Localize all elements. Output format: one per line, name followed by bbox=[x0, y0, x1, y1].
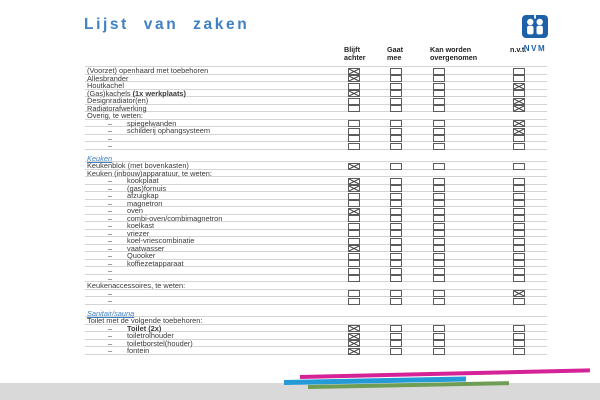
row-label: Quooker bbox=[127, 251, 156, 260]
column-header-line: mee bbox=[387, 52, 402, 62]
row-label: Keukenaccessoires, te weten: bbox=[87, 281, 186, 290]
checkbox-gaat-mee[interactable] bbox=[390, 178, 402, 185]
checkbox-kan-worden-overgenomen[interactable] bbox=[433, 268, 445, 275]
checkbox-blijft-achter-checked[interactable] bbox=[348, 325, 360, 332]
table-row bbox=[85, 142, 547, 150]
row-label: Allesbrander bbox=[87, 73, 129, 83]
checkbox-gaat-mee[interactable] bbox=[390, 120, 402, 127]
checkbox-gaat-mee[interactable] bbox=[390, 238, 402, 245]
checkbox-kan-worden-overgenomen[interactable] bbox=[433, 75, 445, 82]
checkbox-blijft-achter[interactable] bbox=[348, 193, 360, 200]
checkbox-nvt-checked[interactable] bbox=[513, 98, 525, 105]
checkbox-nvt[interactable] bbox=[513, 260, 525, 267]
checkbox-gaat-mee[interactable] bbox=[390, 83, 402, 90]
checkbox-blijft-achter[interactable] bbox=[348, 215, 360, 222]
checkbox-kan-worden-overgenomen[interactable] bbox=[433, 185, 445, 192]
checkbox-gaat-mee[interactable] bbox=[390, 253, 402, 260]
checkbox-kan-worden-overgenomen[interactable] bbox=[433, 340, 445, 347]
table-row bbox=[85, 105, 547, 113]
table-row bbox=[85, 222, 547, 230]
row-label: kookplaat bbox=[127, 176, 159, 185]
checkbox-blijft-achter-checked[interactable] bbox=[348, 90, 360, 97]
checkbox-nvt[interactable] bbox=[513, 253, 525, 260]
checkbox-nvt[interactable] bbox=[513, 200, 525, 207]
checkbox-kan-worden-overgenomen[interactable] bbox=[433, 200, 445, 207]
checkbox-blijft-achter[interactable] bbox=[348, 253, 360, 260]
checkbox-kan-worden-overgenomen[interactable] bbox=[433, 260, 445, 267]
checkbox-gaat-mee[interactable] bbox=[390, 290, 402, 297]
column-header-kan-worden-overgenomen bbox=[430, 46, 477, 61]
table-row bbox=[85, 135, 547, 143]
table-row bbox=[85, 200, 547, 208]
list-dash-marker: – bbox=[108, 228, 113, 238]
checkbox-gaat-mee[interactable] bbox=[390, 98, 402, 105]
list-dash-marker: – bbox=[108, 266, 113, 275]
checkbox-gaat-mee[interactable] bbox=[390, 245, 402, 252]
table-row bbox=[85, 260, 547, 268]
checkbox-blijft-achter[interactable] bbox=[348, 128, 360, 135]
list-dash-marker: – bbox=[108, 141, 113, 150]
list-dash-marker: – bbox=[108, 183, 113, 193]
checkbox-gaat-mee[interactable] bbox=[390, 340, 402, 347]
list-dash-marker: – bbox=[108, 221, 113, 230]
checkbox-kan-worden-overgenomen[interactable] bbox=[433, 120, 445, 127]
table-row bbox=[85, 75, 547, 83]
row-label: Houtkachel bbox=[87, 81, 124, 90]
row-label: koel-vriescombinatie bbox=[127, 236, 195, 245]
nvm-logo-icon bbox=[522, 15, 548, 38]
table-row bbox=[85, 290, 547, 298]
checkbox-kan-worden-overgenomen[interactable] bbox=[433, 68, 445, 75]
checkbox-kan-worden-overgenomen[interactable] bbox=[433, 163, 445, 170]
checkbox-nvt-checked[interactable] bbox=[513, 83, 525, 90]
checkbox-gaat-mee[interactable] bbox=[390, 333, 402, 340]
list-dash-marker: – bbox=[108, 118, 113, 128]
row-label: schilderij ophangsysteem bbox=[127, 126, 210, 135]
items-table bbox=[85, 66, 547, 355]
list-dash-marker: – bbox=[108, 258, 113, 268]
checkbox-nvt-checked[interactable] bbox=[513, 290, 525, 297]
checkbox-kan-worden-overgenomen[interactable] bbox=[433, 223, 445, 230]
checkbox-nvt[interactable] bbox=[513, 325, 525, 332]
list-dash-marker: – bbox=[108, 176, 113, 185]
checkbox-blijft-achter[interactable] bbox=[348, 290, 360, 297]
checkbox-blijft-achter[interactable] bbox=[348, 98, 360, 105]
checkbox-kan-worden-overgenomen[interactable] bbox=[433, 215, 445, 222]
checkbox-kan-worden-overgenomen[interactable] bbox=[433, 193, 445, 200]
checkbox-gaat-mee[interactable] bbox=[390, 68, 402, 75]
list-dash-marker: – bbox=[108, 133, 113, 143]
checkbox-gaat-mee[interactable] bbox=[390, 163, 402, 170]
column-header-line: achter bbox=[344, 52, 366, 62]
list-dash-marker: – bbox=[108, 213, 113, 223]
table-row bbox=[85, 90, 547, 98]
checkbox-kan-worden-overgenomen[interactable] bbox=[433, 275, 445, 282]
checkbox-gaat-mee[interactable] bbox=[390, 348, 402, 355]
list-dash-marker: – bbox=[108, 198, 113, 208]
list-dash-marker: – bbox=[108, 126, 113, 135]
scan-background-band bbox=[0, 383, 600, 400]
nvm-logo-text: NVM bbox=[523, 44, 547, 53]
checkbox-gaat-mee[interactable] bbox=[390, 185, 402, 192]
row-label: combi-oven/combimagnetron bbox=[127, 213, 223, 223]
checkbox-blijft-achter[interactable] bbox=[348, 298, 360, 305]
checkbox-nvt[interactable] bbox=[513, 298, 525, 305]
row-label: Toilet (2x) bbox=[127, 323, 162, 333]
checkbox-nvt-checked[interactable] bbox=[513, 128, 525, 135]
checkbox-blijft-achter-checked[interactable] bbox=[348, 68, 360, 75]
checkbox-blijft-achter[interactable] bbox=[348, 83, 360, 90]
checkbox-kan-worden-overgenomen[interactable] bbox=[433, 290, 445, 297]
checkbox-blijft-achter[interactable] bbox=[348, 230, 360, 237]
list-dash-marker: – bbox=[108, 331, 113, 340]
row-label: magnetron bbox=[127, 198, 163, 208]
checkbox-nvt[interactable] bbox=[513, 208, 525, 215]
checkbox-blijft-achter[interactable] bbox=[348, 268, 360, 275]
row-label: Designradiator(en) bbox=[87, 96, 149, 105]
row-label: Radiatorafwerking bbox=[87, 103, 147, 113]
checkbox-blijft-achter[interactable] bbox=[348, 260, 360, 267]
checkbox-kan-worden-overgenomen[interactable] bbox=[433, 348, 445, 355]
row-label: toiletborstel(houder) bbox=[127, 338, 193, 348]
checkbox-kan-worden-overgenomen[interactable] bbox=[433, 253, 445, 260]
checkbox-gaat-mee[interactable] bbox=[390, 75, 402, 82]
checkbox-kan-worden-overgenomen[interactable] bbox=[433, 83, 445, 90]
checkbox-nvt[interactable] bbox=[513, 163, 525, 170]
checkbox-gaat-mee[interactable] bbox=[390, 268, 402, 275]
list-dash-marker: – bbox=[108, 323, 113, 333]
checkbox-blijft-achter-checked[interactable] bbox=[348, 208, 360, 215]
table-row bbox=[85, 127, 547, 135]
checkbox-gaat-mee[interactable] bbox=[390, 223, 402, 230]
checkbox-gaat-mee[interactable] bbox=[390, 193, 402, 200]
row-label: (gas)fornuis bbox=[127, 183, 167, 193]
row-label: koffiezetapparaat bbox=[127, 258, 184, 268]
checkbox-blijft-achter-checked[interactable] bbox=[348, 340, 360, 347]
row-label: Toilet met de volgende toebehoren: bbox=[87, 316, 203, 325]
checkbox-kan-worden-overgenomen[interactable] bbox=[433, 98, 445, 105]
group-label-row bbox=[85, 282, 547, 290]
checkbox-kan-worden-overgenomen[interactable] bbox=[433, 128, 445, 135]
checkbox-nvt-checked[interactable] bbox=[513, 105, 525, 112]
row-label-bold-part: (1x werkplaats) bbox=[132, 88, 186, 98]
checkbox-blijft-achter[interactable] bbox=[348, 135, 360, 142]
column-header-line: Blijft bbox=[344, 45, 360, 54]
checkbox-blijft-achter[interactable] bbox=[348, 105, 360, 112]
checkbox-nvt[interactable] bbox=[513, 238, 525, 245]
row-label: Keukenblok (met bovenkasten) bbox=[87, 161, 189, 170]
table-row bbox=[85, 340, 547, 348]
checkbox-nvt-checked[interactable] bbox=[513, 120, 525, 127]
row-label: vaatwasser bbox=[127, 243, 165, 253]
column-header-line: Gaat bbox=[387, 45, 403, 54]
list-dash-marker: – bbox=[108, 243, 113, 253]
checkbox-blijft-achter[interactable] bbox=[348, 120, 360, 127]
checkbox-blijft-achter-checked[interactable] bbox=[348, 185, 360, 192]
list-dash-marker: – bbox=[108, 236, 113, 245]
checkbox-gaat-mee[interactable] bbox=[390, 143, 402, 150]
row-label: Overig, te weten: bbox=[87, 111, 143, 120]
checkbox-nvt[interactable] bbox=[513, 178, 525, 185]
column-header-gaat-mee bbox=[387, 46, 403, 61]
row-label: vriezer bbox=[127, 228, 150, 238]
row-label: (Gas)kachels (1x werkplaats) bbox=[87, 88, 186, 98]
section-title: Sanitair/sauna bbox=[87, 308, 135, 318]
checkbox-gaat-mee[interactable] bbox=[390, 298, 402, 305]
checkbox-blijft-achter-checked[interactable] bbox=[348, 163, 360, 170]
checkbox-blijft-achter[interactable] bbox=[348, 275, 360, 282]
list-dash-marker: – bbox=[108, 206, 113, 215]
checkbox-kan-worden-overgenomen[interactable] bbox=[433, 245, 445, 252]
table-row bbox=[85, 97, 547, 105]
row-label: afzuigkap bbox=[127, 191, 159, 200]
checkbox-kan-worden-overgenomen[interactable] bbox=[433, 105, 445, 112]
checkbox-blijft-achter-checked[interactable] bbox=[348, 348, 360, 355]
checkbox-blijft-achter-checked[interactable] bbox=[348, 245, 360, 252]
checkbox-gaat-mee[interactable] bbox=[390, 135, 402, 142]
checkbox-nvt[interactable] bbox=[513, 90, 525, 97]
checkbox-nvt[interactable] bbox=[513, 245, 525, 252]
checkbox-kan-worden-overgenomen[interactable] bbox=[433, 90, 445, 97]
table-row bbox=[85, 215, 547, 223]
checkbox-nvt[interactable] bbox=[513, 75, 525, 82]
checkbox-nvt[interactable] bbox=[513, 230, 525, 237]
checkbox-gaat-mee[interactable] bbox=[390, 90, 402, 97]
checkbox-blijft-achter[interactable] bbox=[348, 143, 360, 150]
row-label: koelkast bbox=[127, 221, 155, 230]
row-label: oven bbox=[127, 206, 144, 215]
checkbox-kan-worden-overgenomen[interactable] bbox=[433, 135, 445, 142]
list-dash-marker: – bbox=[108, 251, 113, 260]
checkbox-nvt[interactable] bbox=[513, 268, 525, 275]
list-dash-marker: – bbox=[108, 346, 113, 355]
column-header-nvt bbox=[510, 46, 526, 54]
section-title: Keuken bbox=[87, 153, 113, 163]
checkbox-blijft-achter[interactable] bbox=[348, 200, 360, 207]
checkbox-nvt[interactable] bbox=[513, 185, 525, 192]
checkbox-kan-worden-overgenomen[interactable] bbox=[433, 143, 445, 150]
column-header-blijft-achter bbox=[344, 46, 366, 61]
checkbox-kan-worden-overgenomen[interactable] bbox=[433, 325, 445, 332]
checkbox-gaat-mee[interactable] bbox=[390, 215, 402, 222]
checkbox-nvt[interactable] bbox=[513, 223, 525, 230]
checkbox-nvt[interactable] bbox=[513, 193, 525, 200]
checkbox-gaat-mee[interactable] bbox=[390, 128, 402, 135]
row-label: (Voorzet) openhaard met toebehoren bbox=[87, 66, 209, 75]
list-dash-marker: – bbox=[108, 296, 113, 305]
row-label: spiegelwanden bbox=[127, 118, 177, 128]
checkbox-nvt[interactable] bbox=[513, 340, 525, 347]
checkbox-nvt[interactable] bbox=[513, 348, 525, 355]
checkbox-blijft-achter[interactable] bbox=[348, 238, 360, 245]
table-row bbox=[85, 67, 547, 75]
checkbox-gaat-mee[interactable] bbox=[390, 230, 402, 237]
table-row bbox=[85, 297, 547, 305]
checkbox-gaat-mee[interactable] bbox=[390, 105, 402, 112]
checkbox-blijft-achter-checked[interactable] bbox=[348, 333, 360, 340]
checkbox-kan-worden-overgenomen[interactable] bbox=[433, 178, 445, 185]
row-label: Keuken (inbouw)apparatuur, te weten: bbox=[87, 168, 212, 178]
checkbox-blijft-achter-checked[interactable] bbox=[348, 178, 360, 185]
checkbox-nvt[interactable] bbox=[513, 68, 525, 75]
checkbox-nvt[interactable] bbox=[513, 333, 525, 340]
page-title: Lijst van zaken bbox=[84, 16, 250, 33]
checkbox-gaat-mee[interactable] bbox=[390, 325, 402, 332]
list-dash-marker: – bbox=[108, 273, 113, 283]
column-header-line: overgenomen bbox=[430, 52, 478, 62]
checkbox-kan-worden-overgenomen[interactable] bbox=[433, 208, 445, 215]
column-header-line: n.v.t. bbox=[510, 45, 527, 54]
checkbox-nvt[interactable] bbox=[513, 215, 525, 222]
list-dash-marker: – bbox=[108, 191, 113, 200]
checkbox-nvt[interactable] bbox=[513, 275, 525, 282]
table-row bbox=[85, 347, 547, 355]
checkbox-kan-worden-overgenomen[interactable] bbox=[433, 230, 445, 237]
checkbox-gaat-mee[interactable] bbox=[390, 260, 402, 267]
list-dash-marker: – bbox=[108, 288, 113, 298]
list-dash-marker: – bbox=[108, 338, 113, 348]
row-label: fontein bbox=[127, 346, 150, 355]
checkbox-nvt[interactable] bbox=[513, 143, 525, 150]
checkbox-blijft-achter[interactable] bbox=[348, 223, 360, 230]
checkbox-kan-worden-overgenomen[interactable] bbox=[433, 238, 445, 245]
checkbox-gaat-mee[interactable] bbox=[390, 275, 402, 282]
checkbox-kan-worden-overgenomen[interactable] bbox=[433, 298, 445, 305]
checkbox-gaat-mee[interactable] bbox=[390, 200, 402, 207]
checkbox-gaat-mee[interactable] bbox=[390, 208, 402, 215]
checkbox-blijft-achter-checked[interactable] bbox=[348, 75, 360, 82]
row-label: toiletrolhouder bbox=[127, 331, 174, 340]
checkbox-kan-worden-overgenomen[interactable] bbox=[433, 333, 445, 340]
column-header-line: Kan worden bbox=[430, 45, 472, 54]
checkbox-nvt[interactable] bbox=[513, 135, 525, 142]
table-row bbox=[85, 267, 547, 275]
